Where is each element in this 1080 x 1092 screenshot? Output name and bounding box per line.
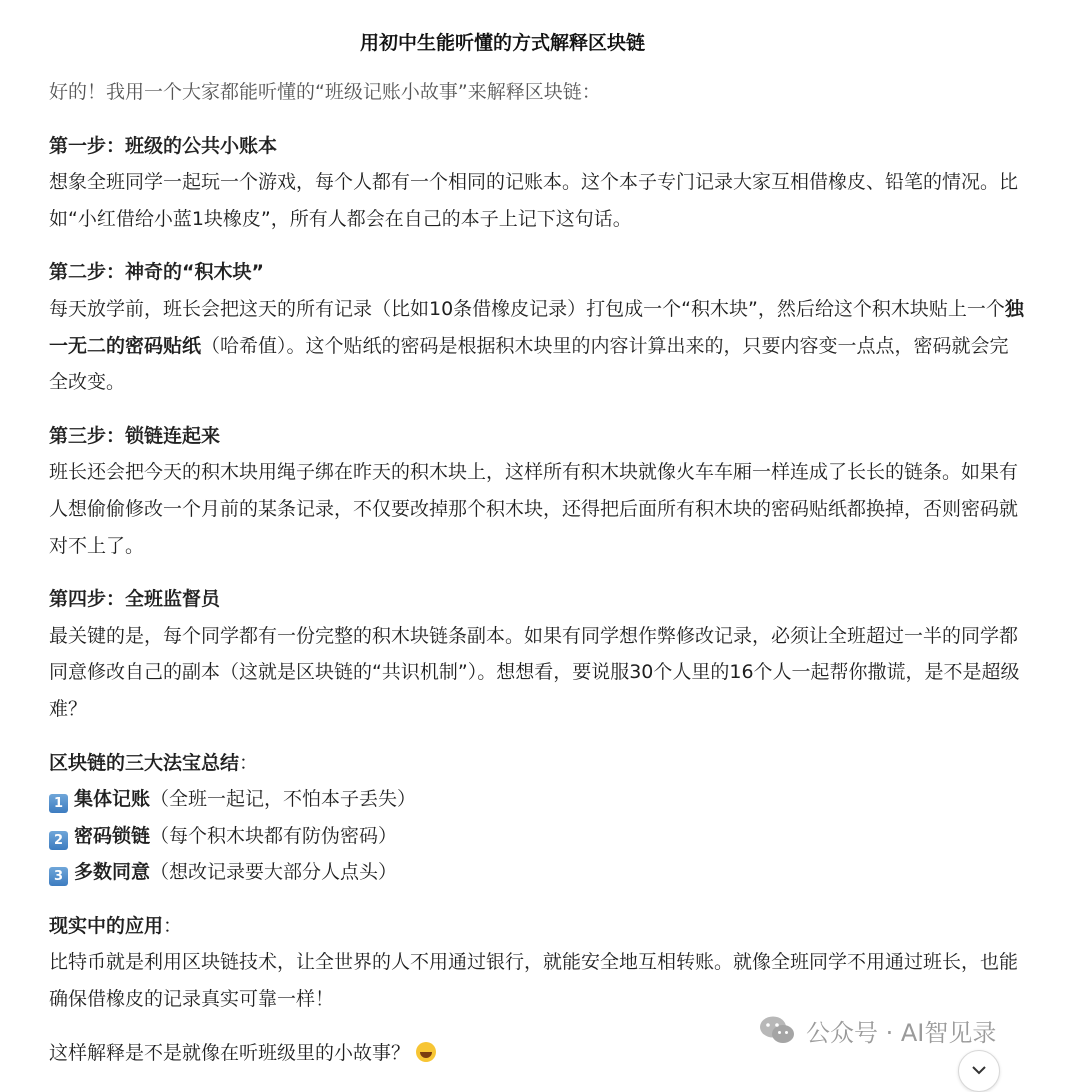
summary-item [49, 854, 1024, 891]
summary-item-text: （想改记录要大部分人点头） [150, 861, 398, 884]
summary-item-bold: 密码锁链 [74, 824, 151, 847]
step-4-section [49, 581, 1024, 727]
keycap-1-icon: 1 [49, 794, 68, 813]
application-section [49, 908, 1024, 1018]
expand-button[interactable] [958, 1050, 1000, 1092]
answer-content [49, 74, 1024, 1071]
step-4-heading: 第四步：全班监督员 [49, 588, 221, 611]
summary-item-text: （每个积木块都有防伪密码） [150, 824, 398, 847]
summary-heading: 区块链的三大法宝总结 [49, 751, 240, 774]
summary-item [49, 781, 1024, 818]
closing-text: 这样解释是不是就像在听班级里的小故事？ [49, 1041, 411, 1064]
watermark [758, 1012, 996, 1048]
chevron-down-icon [971, 1065, 987, 1075]
grinning-face-emoji-icon [416, 1042, 436, 1062]
step-2-body [49, 291, 1024, 401]
application-body: 比特币就是利用区块链技术，让全世界的人不用通过银行，就能安全地互相转账。就像全班同学不用通过班长，也能确保借橡皮的记录真实可靠一样！ [49, 951, 1019, 1011]
summary-section [49, 745, 1024, 891]
application-heading: 现实中的应用 [49, 914, 164, 937]
step-2-body-b: （哈希值）。这个贴纸的密码是根据积木块里的内容计算出来的，只要内容变一点点，密码就会完全改变。 [49, 334, 1009, 394]
step-3-body: 班长还会把今天的积木块用绳子绑在昨天的积木块上，这样所有积木块就像火车车厢一样连成了长长的链条。如果有人想偷偷修改一个月前的某条记录，不仅要改掉那个积木块，还得把后面所有积木块的密码贴纸都换掉，否则密码就对不上了。 [49, 461, 1019, 557]
summary-heading-line [49, 745, 1024, 782]
step-3-section [49, 418, 1024, 564]
step-2-section [49, 254, 1024, 400]
wechat-icon [758, 1015, 796, 1045]
step-2-bold: 独一无二的密码贴纸 [49, 297, 1024, 357]
step-1-body: 想象全班同学一起玩一个游戏，每个人都有一个相同的记账本。这个本子专门记录大家互相借橡皮、铅笔的情况。比如“小红借给小蓝1块橡皮”，所有人都会在自己的本子上记下这句话。 [49, 171, 1019, 230]
summary-item-text: （全班一起记，不怕本子丢失） [150, 788, 417, 811]
page-title: 用初中生能听懂的方式解释区块链 [359, 32, 645, 54]
summary-item-bold: 多数同意 [74, 861, 151, 884]
watermark-text: 公众号 · AI智见录 [806, 1018, 997, 1047]
step-4-body: 最关键的是，每个同学都有一份完整的积木块链条副本。如果有同学想作弊修改记录，必须让全班超过一半的同学都同意修改自己的副本（这就是区块链的“共识机制”）。想想看，要说服30个人里的16个人一起帮你撒谎，是不是超级难？ [49, 624, 1020, 720]
intro-text: 好的！我用一个大家都能听懂的“班级记账小故事”来解释区块链： [49, 81, 601, 103]
keycap-2-icon: 2 [49, 831, 68, 850]
summary-item [49, 818, 1024, 855]
step-2-heading: 第二步：神奇的“积木块” [49, 261, 264, 284]
application-colon: ： [163, 914, 183, 937]
step-1-heading: 第一步：班级的公共小账本 [49, 134, 278, 157]
step-3-heading: 第三步：锁链连起来 [49, 424, 221, 447]
application-heading-line [49, 908, 1024, 945]
step-2-body-a: 每天放学前，班长会把这天的所有记录（比如10条借橡皮记录）打包成一个“积木块”，然后给这个积木块贴上一个 [49, 297, 1005, 320]
step-1-section [49, 128, 1024, 238]
summary-colon: ： [239, 751, 259, 774]
summary-item-bold: 集体记账 [74, 788, 151, 811]
keycap-3-icon: 3 [49, 867, 68, 886]
